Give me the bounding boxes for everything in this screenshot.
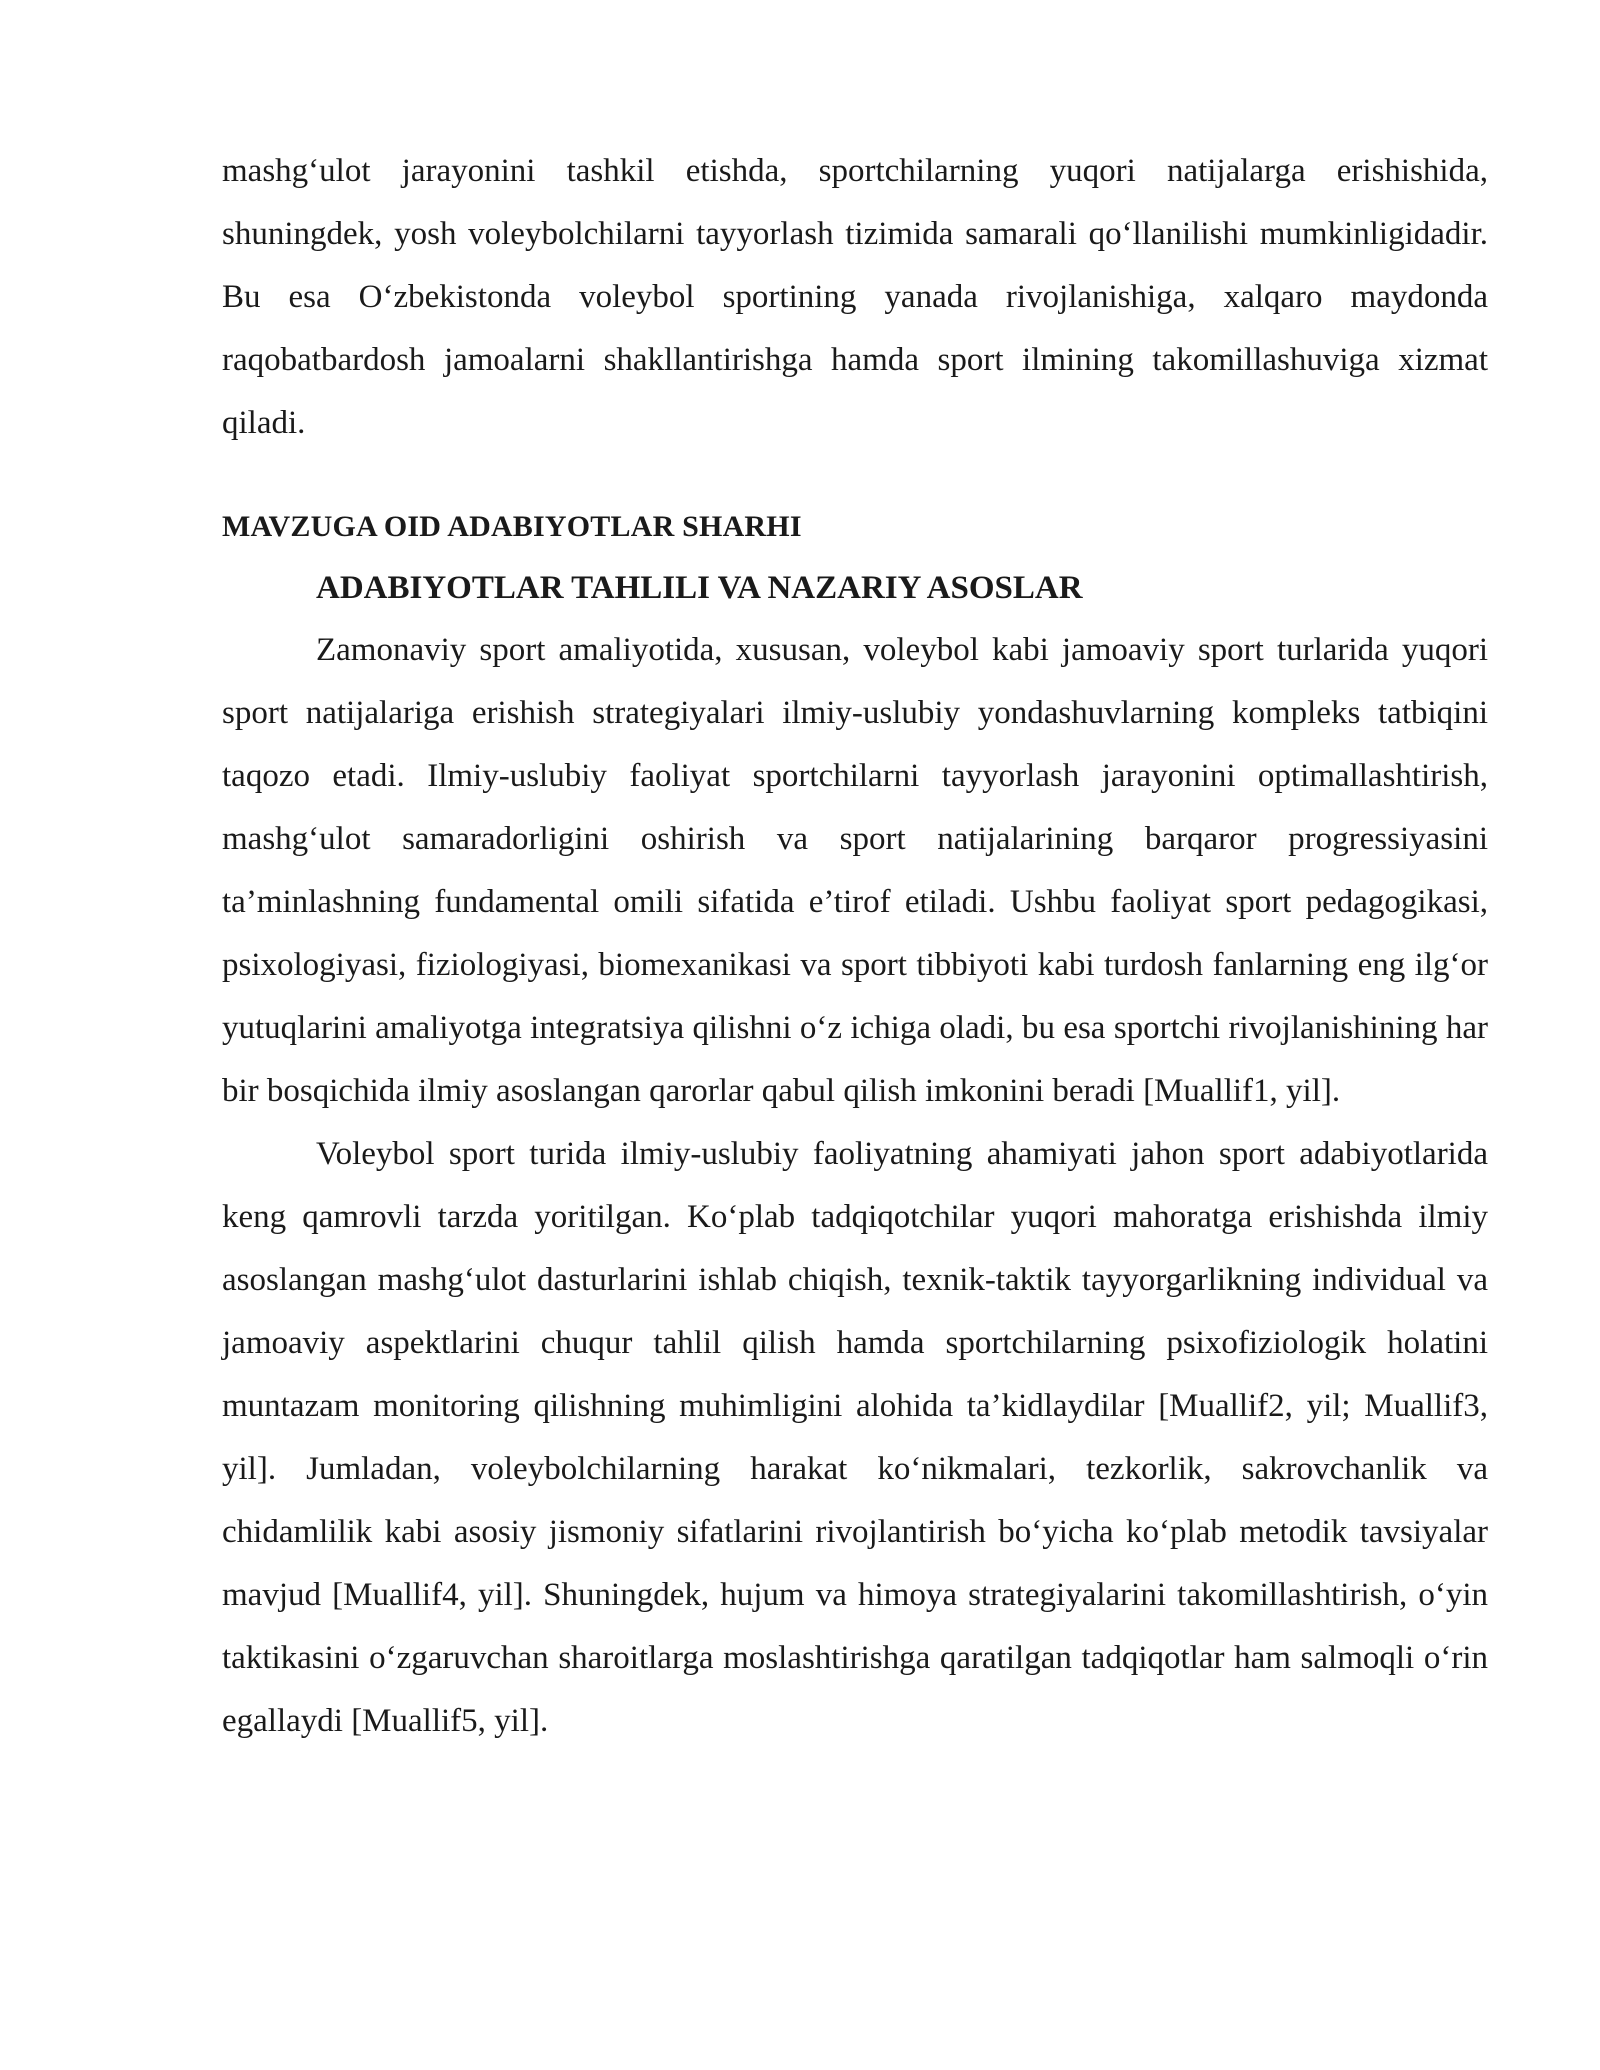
- body-paragraph-1: Zamonaviy sport amaliyotida, xususan, voleybol kabi jamoaviy sport turlarida yuqori sport natijalariga erishish strategiyalari ilmiy-uslubiy yondashuvlarning kompleks tatbiqini taqozo etadi. Ilmiy-uslubiy faoliyat sportchilarni tayyorlash jarayonini optimallashtirish, mashg‘ulot samaradorligini oshirish va sport natijalarining barqaror progressiyasini ta’minlashning fundamental omili sifatida e’tirof etiladi. Ushbu faoliyat sport pedagogikasi, psixologiyasi, fiziologiyasi, biomexanikasi va sport tibbiyoti kabi turdosh fanlarning eng ilg‘or yutuqlarini amaliyotga integratsiya qilishni o‘z ichiga oladi, bu esa sportchi rivojlanishining har bir bosqichida ilmiy asoslangan qarorlar qabul qilish imkonini beradi [Muallif1, yil].: [222, 632, 1488, 1109]
- section-spacer: [222, 455, 1488, 497]
- section-heading: MAVZUGA OID ADABIYOTLAR SHARHI: [222, 510, 802, 543]
- intro-paragraph: mashg‘ulot jarayonini tashkil etishda, sportchilarning yuqori natijalarga erishishida, shuningdek, yosh voleybolchilarni tayyorlash tizimida samarali qo‘llanilishi mumkinligidadir. Bu esa O‘zbekistonda voleybol sportining yanada rivojlanishiga, xalqaro maydonda raqobatbardosh jamoalarni shakllantirishga hamda sport ilmining takomillashuviga xizmat qiladi.: [222, 153, 1488, 441]
- subsection-heading: ADABIYOTLAR TAHLILI VA NAZARIY ASOSLAR: [316, 570, 1083, 606]
- document-page: [222, 140, 1488, 1753]
- body-paragraph-2: Voleybol sport turida ilmiy-uslubiy faoliyatning ahamiyati jahon sport adabiyotlarida keng qamrovli tarzda yoritilgan. Ko‘plab tadqiqotchilar yuqori mahoratga erishishda ilmiy asoslangan mashg‘ulot dasturlarini ishlab chiqish, texnik-taktik tayyorgarlikning individual va jamoaviy aspektlarini chuqur tahlil qilish hamda sportchilarning psixofiziologik holatini muntazam monitoring qilishning muhimligini alohida ta’kidlaydilar [Muallif2, yil; Muallif3, yil]. Jumladan, voleybolchilarning harakat ko‘nikmalari, tezkorlik, sakrovchanlik va chidamlilik kabi asosiy jismoniy sifatlarini rivojlantirish bo‘yicha ko‘plab metodik tavsiyalar mavjud [Muallif4, yil]. Shuningdek, hujum va himoya strategiyalarini takomillashtirish, o‘yin taktikasini o‘zgaruvchan sharoitlarga moslashtirishga qaratilgan tadqiqotlar ham salmoqli o‘rin egallaydi [Muallif5, yil].: [222, 1136, 1488, 1739]
